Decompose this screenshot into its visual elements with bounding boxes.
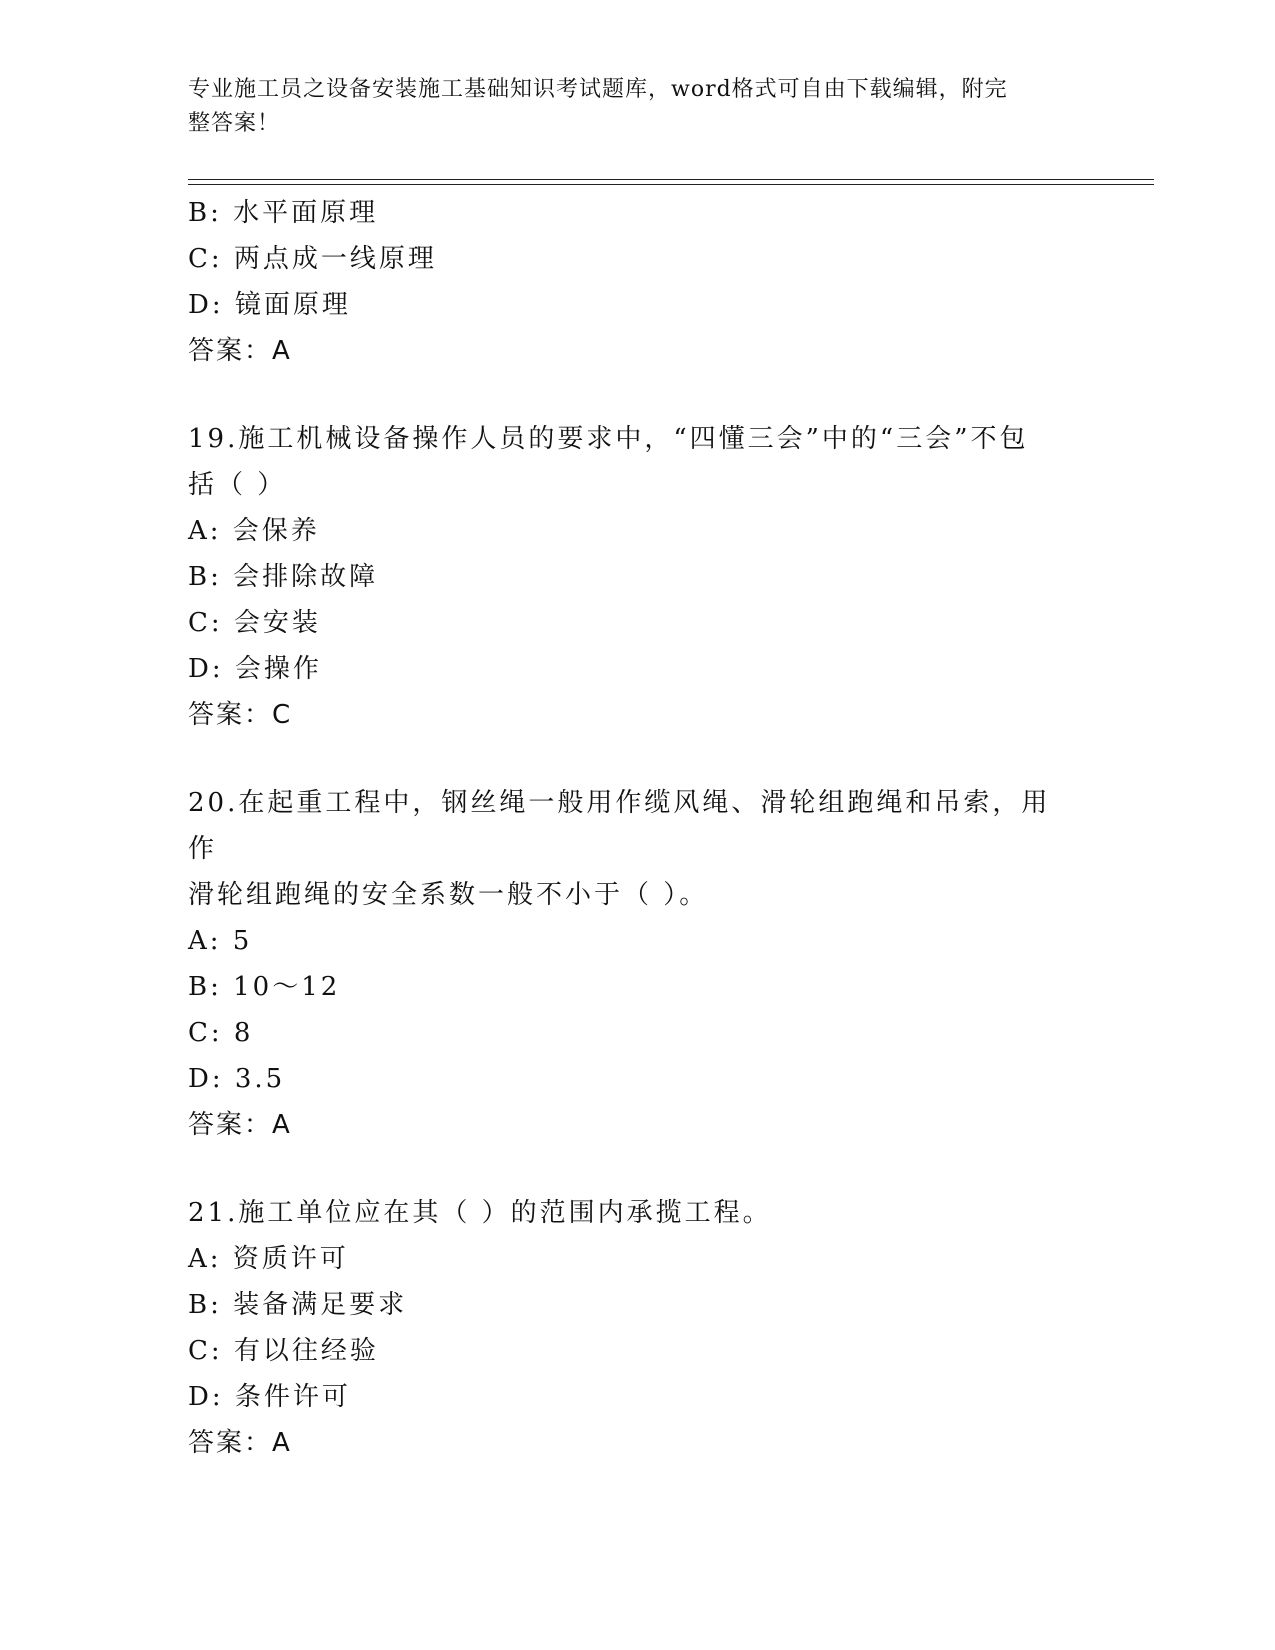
- document-header: [188, 73, 1068, 141]
- option-a: A: 资质许可: [188, 1244, 349, 1274]
- option-c: C: 会安装: [188, 608, 321, 638]
- option-b: B: 10～12: [188, 972, 341, 1002]
- question-20: [188, 780, 1088, 1148]
- header-line-2: 整答案！: [188, 111, 281, 136]
- option-c: C: 8: [188, 1018, 254, 1048]
- answer-line: 答案：A: [188, 1110, 292, 1140]
- header-rule-bottom: [188, 184, 1154, 185]
- option-b: B: 会排除故障: [188, 562, 379, 592]
- header-line-1: 专业施工员之设备安装施工基础知识考试题库，word格式可自由下载编辑，附完: [188, 77, 1008, 102]
- question-title: 19.施工机械设备操作人员的要求中，“四懂三会”中的“三会”不包: [188, 424, 1029, 454]
- option-c: C: 两点成一线原理: [188, 244, 437, 274]
- question-21: [188, 1190, 1088, 1466]
- question-title-cont: 括（ ）: [188, 470, 287, 500]
- option-d: D: 镜面原理: [188, 290, 351, 320]
- question-title: 21.施工单位应在其（ ）的范围内承揽工程。: [188, 1198, 772, 1228]
- question-19: [188, 416, 1088, 738]
- option-c: C: 有以往经验: [188, 1336, 379, 1366]
- header-rule-top: [188, 179, 1154, 180]
- option-a: A: 会保养: [188, 516, 320, 546]
- option-d: D: 3.5: [188, 1064, 286, 1094]
- option-b: B: 水平面原理: [188, 198, 379, 228]
- answer-line: 答案：A: [188, 336, 292, 366]
- document-content: [188, 190, 1088, 1466]
- answer-line: 答案：A: [188, 1428, 292, 1458]
- question-title: 20.在起重工程中，钢丝绳一般用作缆风绳、滑轮组跑绳和吊索，用作: [188, 788, 1051, 864]
- option-d: D: 会操作: [188, 654, 322, 684]
- option-d: D: 条件许可: [188, 1382, 351, 1412]
- option-a: A: 5: [188, 926, 253, 956]
- answer-line: 答案：C: [188, 700, 293, 730]
- question-title-cont: 滑轮组跑绳的安全系数一般不小于（ ）。: [188, 880, 709, 910]
- previous-question-tail: [188, 190, 1088, 374]
- option-b: B: 装备满足要求: [188, 1290, 408, 1320]
